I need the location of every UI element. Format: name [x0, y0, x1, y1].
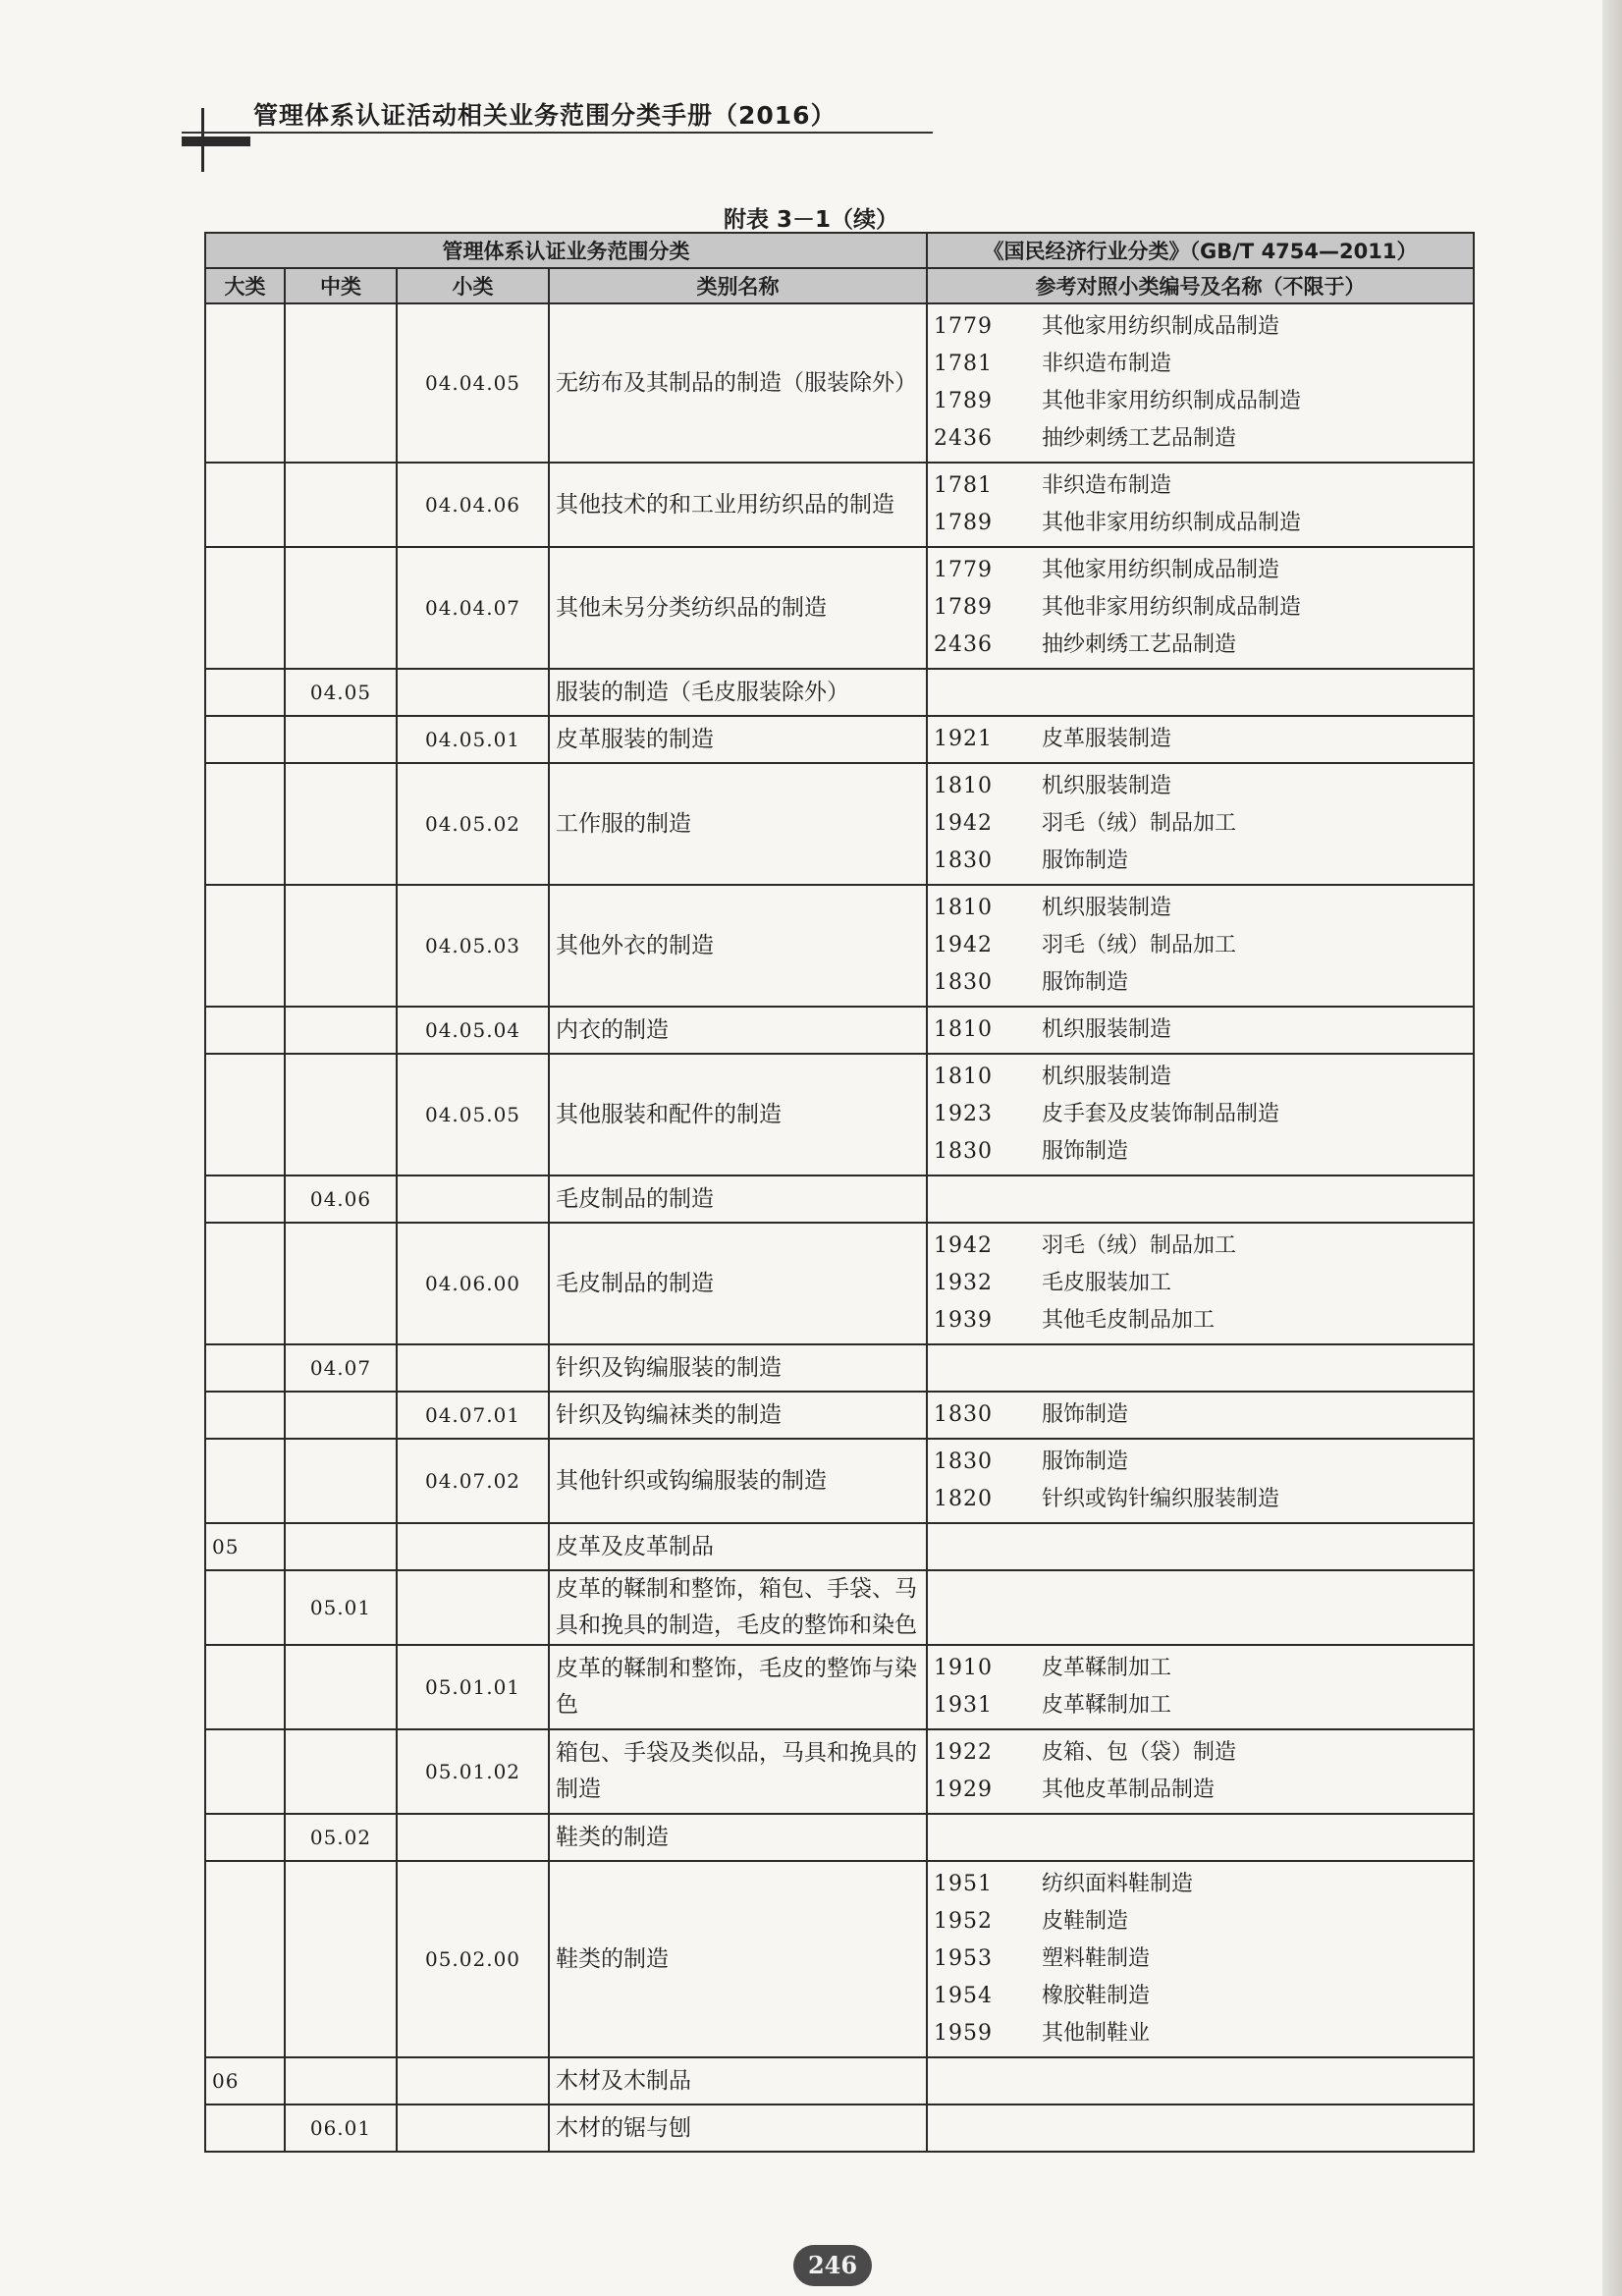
reference-code: 2436: [934, 426, 993, 451]
reference-code: 1779: [934, 314, 993, 339]
reference-cell: [927, 1344, 1474, 1392]
name-cell: 其他未另分类纺织品的制造: [549, 547, 927, 669]
table-row: [205, 2105, 1474, 2152]
reference-label: 皮鞋制造: [1042, 1909, 1129, 1934]
reference-cell: [927, 303, 1474, 463]
reference-code: 1830: [934, 970, 993, 995]
reference-item: [934, 1228, 1467, 1265]
reference-item: [934, 627, 1467, 664]
group-header-right: 《国民经济行业分类》（GB/T 4754—2011）: [927, 233, 1474, 268]
middle-cell: [285, 1645, 397, 1729]
reference-label: 服饰制造: [1042, 1449, 1129, 1474]
minor-cell: 05.01.01: [397, 1645, 549, 1729]
reference-code: 1820: [934, 1487, 993, 1511]
reference-item: [934, 346, 1467, 383]
minor-cell: 04.04.07: [397, 547, 549, 669]
reference-item: [934, 1444, 1467, 1481]
minor-cell: 04.05.05: [397, 1054, 549, 1175]
reference-code: 1952: [934, 1909, 993, 1934]
reference-item: [934, 1650, 1467, 1687]
reference-code: 1939: [934, 1308, 993, 1333]
reference-item: [934, 768, 1467, 805]
col-header-minor: 小类: [397, 268, 549, 303]
reference-code: 1929: [934, 1777, 993, 1802]
reference-item: [934, 805, 1467, 843]
table-row: [205, 1645, 1474, 1729]
table-row: [205, 2057, 1474, 2105]
reference-item: [934, 1302, 1467, 1339]
reference-cell: [927, 716, 1474, 763]
major-cell: [205, 716, 285, 763]
table-row: [205, 1007, 1474, 1054]
name-cell: 内衣的制造: [549, 1007, 927, 1054]
reference-label: 塑料鞋制造: [1042, 1946, 1151, 1971]
minor-cell: 05.02.00: [397, 1861, 549, 2057]
minor-cell: [397, 669, 549, 716]
middle-cell: 06.01: [285, 2105, 397, 2152]
reference-item: [934, 1396, 1467, 1434]
major-cell: [205, 1344, 285, 1392]
minor-cell: 04.06.00: [397, 1223, 549, 1344]
reference-item: [934, 505, 1467, 542]
reference-item: [934, 890, 1467, 927]
reference-cell: [927, 2057, 1474, 2105]
reference-label: 其他制鞋业: [1042, 2021, 1151, 2046]
name-cell: 工作服的制造: [549, 763, 927, 885]
name-cell: 无纺布及其制品的制造（服装除外）: [549, 303, 927, 463]
reference-item: [934, 1772, 1467, 1809]
reference-code: 1830: [934, 1402, 993, 1427]
reference-item: [934, 1133, 1467, 1171]
reference-label: 橡胶鞋制造: [1042, 1984, 1151, 2008]
reference-code: 1931: [934, 1693, 993, 1718]
middle-cell: [285, 1223, 397, 1344]
table-row: [205, 303, 1474, 463]
major-cell: [205, 669, 285, 716]
minor-cell: 04.07.01: [397, 1392, 549, 1439]
reference-code: 1789: [934, 595, 993, 620]
reference-label: 服饰制造: [1042, 970, 1129, 995]
reference-cell: [927, 1439, 1474, 1523]
reference-code: 1781: [934, 473, 993, 498]
reference-item: [934, 383, 1467, 420]
middle-cell: 04.06: [285, 1175, 397, 1223]
name-cell: 针织及钩编服装的制造: [549, 1344, 927, 1392]
table-row: [205, 1175, 1474, 1223]
reference-cell: [927, 1570, 1474, 1645]
reference-cell: [927, 1007, 1474, 1054]
reference-label: 抽纱刺绣工艺品制造: [1042, 632, 1237, 657]
minor-cell: 04.05.04: [397, 1007, 549, 1054]
reference-label: 非织造布制造: [1042, 473, 1172, 498]
major-cell: [205, 1054, 285, 1175]
minor-cell: [397, 1175, 549, 1223]
minor-cell: 04.04.05: [397, 303, 549, 463]
name-cell: 皮革的鞣制和整饰，毛皮的整饰与染色: [549, 1645, 927, 1729]
major-cell: [205, 1645, 285, 1729]
col-header-name: 类别名称: [549, 268, 927, 303]
reference-code: 1781: [934, 352, 993, 376]
reference-label: 机织服装制造: [1042, 774, 1172, 798]
reference-code: 1830: [934, 1449, 993, 1474]
reference-item: [934, 1481, 1467, 1518]
reference-label: 纺织面料鞋制造: [1042, 1872, 1194, 1896]
minor-cell: 04.05.02: [397, 763, 549, 885]
middle-cell: [285, 763, 397, 885]
reference-cell: [927, 1175, 1474, 1223]
major-cell: [205, 1439, 285, 1523]
page-number: 246: [793, 2245, 872, 2286]
major-cell: [205, 1007, 285, 1054]
table-row: [205, 885, 1474, 1007]
running-header: 管理体系认证活动相关业务范围分类手册（2016）: [253, 101, 837, 130]
reference-code: 1954: [934, 1984, 993, 2008]
middle-cell: [285, 1439, 397, 1523]
classification-table: [204, 232, 1475, 2153]
middle-cell: [285, 1392, 397, 1439]
reference-item: [934, 843, 1467, 880]
major-cell: [205, 1861, 285, 2057]
reference-cell: [927, 669, 1474, 716]
name-cell: 皮革及皮革制品: [549, 1523, 927, 1570]
name-cell: 服装的制造（毛皮服装除外）: [549, 669, 927, 716]
major-cell: [205, 1392, 285, 1439]
name-cell: 皮革的鞣制和整饰，箱包、手袋、马具和挽具的制造，毛皮的整饰和染色: [549, 1570, 927, 1645]
table-row: [205, 547, 1474, 669]
major-cell: [205, 303, 285, 463]
major-cell: [205, 463, 285, 547]
major-cell: [205, 1729, 285, 1814]
reference-label: 其他非家用纺织制成品制造: [1042, 511, 1302, 535]
reference-label: 皮革鞣制加工: [1042, 1693, 1172, 1718]
table-row: [205, 1054, 1474, 1175]
minor-cell: [397, 1523, 549, 1570]
minor-cell: 04.05.01: [397, 716, 549, 763]
reference-item: [934, 1687, 1467, 1724]
reference-label: 羽毛（绒）制品加工: [1042, 1233, 1237, 1258]
reference-code: 1942: [934, 933, 993, 957]
reference-item: [934, 927, 1467, 964]
middle-cell: [285, 1861, 397, 2057]
reference-code: 1810: [934, 1017, 993, 1042]
table-row: [205, 1392, 1474, 1439]
name-cell: 鞋类的制造: [549, 1814, 927, 1861]
middle-cell: [285, 1729, 397, 1814]
reference-label: 皮手套及皮装饰制品制造: [1042, 1102, 1280, 1126]
name-cell: 毛皮制品的制造: [549, 1223, 927, 1344]
name-cell: 木材的锯与刨: [549, 2105, 927, 2152]
reference-cell: [927, 1392, 1474, 1439]
minor-cell: 04.07.02: [397, 1439, 549, 1523]
reference-label: 皮箱、包（袋）制造: [1042, 1740, 1237, 1765]
reference-item: [934, 964, 1467, 1002]
reference-label: 针织或钩针编织服装制造: [1042, 1487, 1280, 1511]
reference-code: 1779: [934, 558, 993, 582]
reference-item: [934, 1941, 1467, 1978]
reference-cell: [927, 1729, 1474, 1814]
middle-cell: 05.02: [285, 1814, 397, 1861]
reference-code: 1932: [934, 1271, 993, 1295]
reference-label: 服饰制造: [1042, 848, 1129, 873]
reference-code: 1942: [934, 811, 993, 836]
major-cell: [205, 547, 285, 669]
reference-cell: [927, 1054, 1474, 1175]
reference-cell: [927, 547, 1474, 669]
major-cell: [205, 1175, 285, 1223]
reference-cell: [927, 463, 1474, 547]
reference-label: 抽纱刺绣工艺品制造: [1042, 426, 1237, 451]
reference-cell: [927, 885, 1474, 1007]
reference-code: 1953: [934, 1946, 993, 1971]
reference-item: [934, 1903, 1467, 1941]
major-cell: [205, 885, 285, 1007]
reference-item: [934, 1059, 1467, 1096]
header-ornament-bar: [182, 137, 250, 146]
table-row: [205, 463, 1474, 547]
table-row: [205, 1729, 1474, 1814]
middle-cell: 05.01: [285, 1570, 397, 1645]
reference-item: [934, 1978, 1467, 2015]
middle-cell: 04.07: [285, 1344, 397, 1392]
table-row: [205, 1861, 1474, 2057]
name-cell: 其他外衣的制造: [549, 885, 927, 1007]
group-header-left: 管理体系认证业务范围分类: [205, 233, 927, 268]
major-cell: [205, 1814, 285, 1861]
minor-cell: [397, 1570, 549, 1645]
name-cell: 箱包、手袋及类似品，马具和挽具的制造: [549, 1729, 927, 1814]
reference-code: 1789: [934, 511, 993, 535]
reference-cell: [927, 1861, 1474, 2057]
reference-item: [934, 467, 1467, 505]
reference-label: 机织服装制造: [1042, 1065, 1172, 1089]
reference-code: 1923: [934, 1102, 993, 1126]
table-row: [205, 669, 1474, 716]
middle-cell: [285, 463, 397, 547]
table-row: [205, 1570, 1474, 1645]
col-header-middle: 中类: [285, 268, 397, 303]
reference-label: 皮革鞣制加工: [1042, 1656, 1172, 1680]
major-cell: 05: [205, 1523, 285, 1570]
reference-code: 1810: [934, 774, 993, 798]
reference-label: 其他家用纺织制成品制造: [1042, 314, 1280, 339]
middle-cell: [285, 547, 397, 669]
reference-cell: [927, 1523, 1474, 1570]
reference-label: 机织服装制造: [1042, 1017, 1172, 1042]
reference-code: 1959: [934, 2021, 993, 2046]
reference-item: [934, 420, 1467, 458]
reference-item: [934, 1096, 1467, 1133]
reference-cell: [927, 1223, 1474, 1344]
name-cell: 鞋类的制造: [549, 1861, 927, 2057]
name-cell: 其他技术的和工业用纺织品的制造: [549, 463, 927, 547]
table-row: [205, 1523, 1474, 1570]
reference-item: [934, 308, 1467, 346]
reference-label: 羽毛（绒）制品加工: [1042, 811, 1237, 836]
reference-code: 1921: [934, 727, 993, 751]
reference-cell: [927, 2105, 1474, 2152]
reference-item: [934, 1265, 1467, 1302]
minor-cell: [397, 2105, 549, 2152]
middle-cell: [285, 1007, 397, 1054]
middle-cell: [285, 716, 397, 763]
reference-label: 其他非家用纺织制成品制造: [1042, 595, 1302, 620]
minor-cell: [397, 1344, 549, 1392]
reference-code: 1922: [934, 1740, 993, 1765]
middle-cell: [285, 2057, 397, 2105]
reference-label: 服饰制造: [1042, 1402, 1129, 1427]
minor-cell: 05.01.02: [397, 1729, 549, 1814]
reference-label: 羽毛（绒）制品加工: [1042, 933, 1237, 957]
major-cell: [205, 763, 285, 885]
table-row: [205, 716, 1474, 763]
reference-label: 皮革服装制造: [1042, 727, 1172, 751]
reference-item: [934, 721, 1467, 758]
reference-code: 1789: [934, 389, 993, 413]
reference-item: [934, 1734, 1467, 1772]
major-cell: [205, 2105, 285, 2152]
minor-cell: [397, 2057, 549, 2105]
name-cell: 毛皮制品的制造: [549, 1175, 927, 1223]
reference-cell: [927, 1645, 1474, 1729]
name-cell: 其他服装和配件的制造: [549, 1054, 927, 1175]
reference-label: 其他皮革制品制造: [1042, 1777, 1216, 1802]
major-cell: [205, 1570, 285, 1645]
col-header-ref: 参考对照小类编号及名称（不限于）: [927, 268, 1474, 303]
reference-code: 2436: [934, 632, 993, 657]
table-row: [205, 1814, 1474, 1861]
name-cell: 皮革服装的制造: [549, 716, 927, 763]
table-row: [205, 1223, 1474, 1344]
reference-code: 1910: [934, 1656, 993, 1680]
minor-cell: 04.04.06: [397, 463, 549, 547]
major-cell: 06: [205, 2057, 285, 2105]
middle-cell: 04.05: [285, 669, 397, 716]
reference-item: [934, 1866, 1467, 1903]
name-cell: 其他针织或钩编服装的制造: [549, 1439, 927, 1523]
reference-item: [934, 2015, 1467, 2052]
table-row: [205, 1344, 1474, 1392]
name-cell: 木材及木制品: [549, 2057, 927, 2105]
header-rule: [182, 132, 933, 134]
middle-cell: [285, 1523, 397, 1570]
table-row: [205, 1439, 1474, 1523]
table-row: [205, 763, 1474, 885]
middle-cell: [285, 885, 397, 1007]
minor-cell: 04.05.03: [397, 885, 549, 1007]
reference-label: 机织服装制造: [1042, 896, 1172, 920]
major-cell: [205, 1223, 285, 1344]
reference-item: [934, 552, 1467, 589]
reference-code: 1810: [934, 1065, 993, 1089]
name-cell: 针织及钩编袜类的制造: [549, 1392, 927, 1439]
reference-cell: [927, 1814, 1474, 1861]
reference-label: 其他非家用纺织制成品制造: [1042, 389, 1302, 413]
reference-label: 服饰制造: [1042, 1139, 1129, 1164]
reference-label: 其他毛皮制品加工: [1042, 1308, 1216, 1333]
page-edge: [1602, 0, 1622, 2296]
col-header-major: 大类: [205, 268, 285, 303]
reference-code: 1810: [934, 896, 993, 920]
reference-code: 1830: [934, 848, 993, 873]
reference-code: 1830: [934, 1139, 993, 1164]
reference-cell: [927, 763, 1474, 885]
middle-cell: [285, 1054, 397, 1175]
minor-cell: [397, 1814, 549, 1861]
reference-code: 1951: [934, 1872, 993, 1896]
reference-label: 其他家用纺织制成品制造: [1042, 558, 1280, 582]
reference-label: 毛皮服装加工: [1042, 1271, 1172, 1295]
reference-label: 非织造布制造: [1042, 352, 1172, 376]
reference-item: [934, 1011, 1467, 1049]
reference-code: 1942: [934, 1233, 993, 1258]
middle-cell: [285, 303, 397, 463]
table-title: 附表 3－1（续）: [723, 207, 898, 233]
reference-item: [934, 589, 1467, 627]
